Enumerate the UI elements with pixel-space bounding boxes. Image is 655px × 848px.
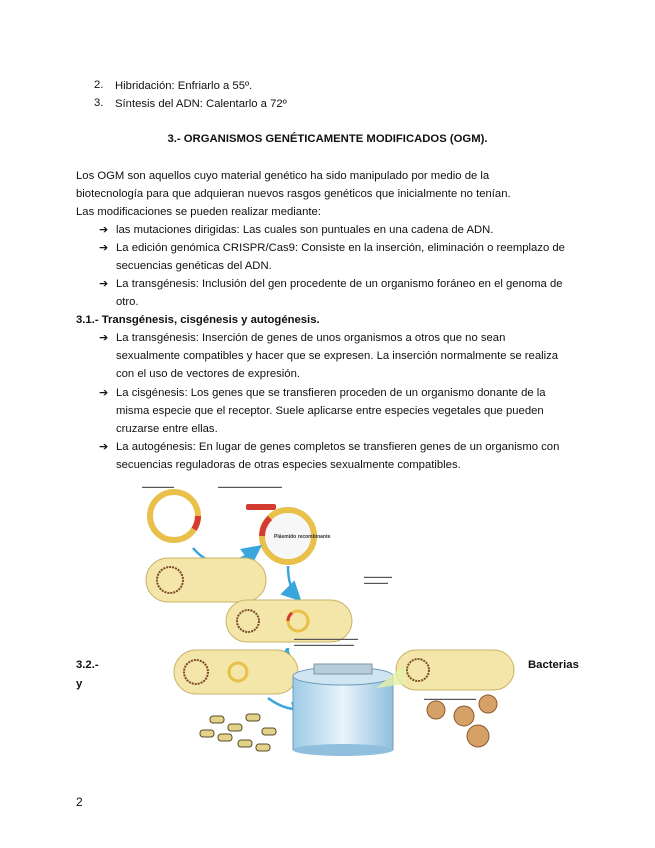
list-item-continued: con el uso de vectores de expresión.: [116, 368, 300, 380]
bacteria-cluster-icon: [200, 714, 276, 751]
fermenter-tank-icon: [293, 664, 393, 756]
section-heading-3-1: 3.1.- Transgénesis, cisgénesis y autogénesis.: [76, 314, 320, 326]
bacterium-icon: [396, 650, 514, 690]
list-item-continued: cruzarse entre ellas.: [116, 423, 218, 435]
list-number: 3.: [94, 97, 104, 109]
svg-text:▬▬▬▬▬▬▬▬▬▬▬▬▬▬▬▬: ▬▬▬▬▬▬▬▬▬▬▬▬▬▬▬▬: [218, 484, 282, 489]
figure-label: Plásmido recombinante: [274, 534, 331, 540]
protein-icon: [427, 695, 497, 747]
list-item: La transgénesis: Inclusión del gen procedente de un organismo foráneo en el genoma de: [116, 278, 563, 290]
svg-text:▬▬▬▬▬▬▬▬▬▬▬▬▬▬▬: ▬▬▬▬▬▬▬▬▬▬▬▬▬▬▬: [294, 642, 354, 647]
list-item: La autogénesis: En lugar de genes completos se transfieren genes de un organismo con: [116, 441, 560, 453]
arrow-bullet-icon: ➔: [99, 278, 109, 290]
plasmid-icon: [142, 484, 198, 540]
page-number: 2: [76, 795, 83, 809]
list-item-continued: sexualmente compatibles y hacer que se expresen. La inserción normalmente se realiza: [116, 350, 559, 362]
section-heading-3-2-fragment: 3.2.-: [76, 659, 99, 671]
paragraph-line: biotecnología para que adquieran nuevos rasgos genéticos que inicialmente no tenían.: [76, 188, 511, 200]
section-heading-3-2-fragment: y: [76, 678, 83, 690]
list-item-continued: secuencias reguladoras de otras especies sexualmente compatibles.: [116, 459, 461, 471]
paragraph-line: Los OGM son aquellos cuyo material genético ha sido manipulado por medio de la: [76, 170, 490, 182]
list-number: 2.: [94, 79, 104, 91]
section-heading-3: 3.- ORGANISMOS GENÉTICAMENTE MODIFICADOS (OGM).: [167, 133, 488, 145]
recombinant-dna-figure: [138, 478, 543, 761]
list-item: La transgénesis: Inserción de genes de unos organismos a otros que no sean: [116, 332, 506, 344]
arrow-bullet-icon: ➔: [99, 441, 109, 453]
arrow-bullet-icon: ➔: [99, 387, 109, 399]
bacterium-icon: [146, 558, 266, 602]
list-item: las mutaciones dirigidas: Las cuales son puntuales en una cadena de ADN.: [116, 224, 494, 236]
arrow-bullet-icon: ➔: [99, 332, 109, 344]
arrow-bullet-icon: ➔: [99, 242, 109, 254]
svg-text:▬▬▬▬▬▬▬: ▬▬▬▬▬▬▬: [364, 574, 392, 579]
list-item: La edición genómica CRISPR/Cas9: Consiste en la inserción, eliminación o reemplazo de: [116, 242, 565, 254]
list-item-continued: secuencias genéticas del ADN.: [116, 260, 272, 272]
svg-text:▬▬▬▬▬▬▬▬▬▬▬▬▬▬▬▬: ▬▬▬▬▬▬▬▬▬▬▬▬▬▬▬▬: [294, 636, 358, 641]
recombinant-plasmid-icon: [262, 510, 331, 562]
svg-text:▬▬▬▬▬▬▬▬: ▬▬▬▬▬▬▬▬: [142, 484, 174, 489]
section-heading-3-2-fragment: Bacterias: [528, 659, 579, 671]
bacterium-icon: [174, 650, 298, 694]
paragraph-line: Las modificaciones se pueden realizar mediante:: [76, 206, 321, 218]
arrow-bullet-icon: ➔: [99, 224, 109, 236]
list-item-continued: misma especie que el receptor. Suele aplicarse entre especies vegetales que pueden: [116, 405, 544, 417]
list-item: Hibridación: Enfriarlo a 55º.: [115, 80, 253, 92]
list-item: La cisgénesis: Los genes que se transfieren proceden de un organismo donante de la: [116, 387, 546, 399]
list-item-continued: otro.: [116, 296, 139, 308]
svg-text:▬▬▬▬▬▬: ▬▬▬▬▬▬: [364, 580, 388, 585]
svg-text:▬▬▬▬▬▬▬▬▬▬▬▬▬: ▬▬▬▬▬▬▬▬▬▬▬▬▬: [424, 696, 476, 701]
dna-fragment-icon: [246, 504, 276, 510]
list-item: Síntesis del ADN: Calentarlo a 72º: [115, 98, 287, 110]
